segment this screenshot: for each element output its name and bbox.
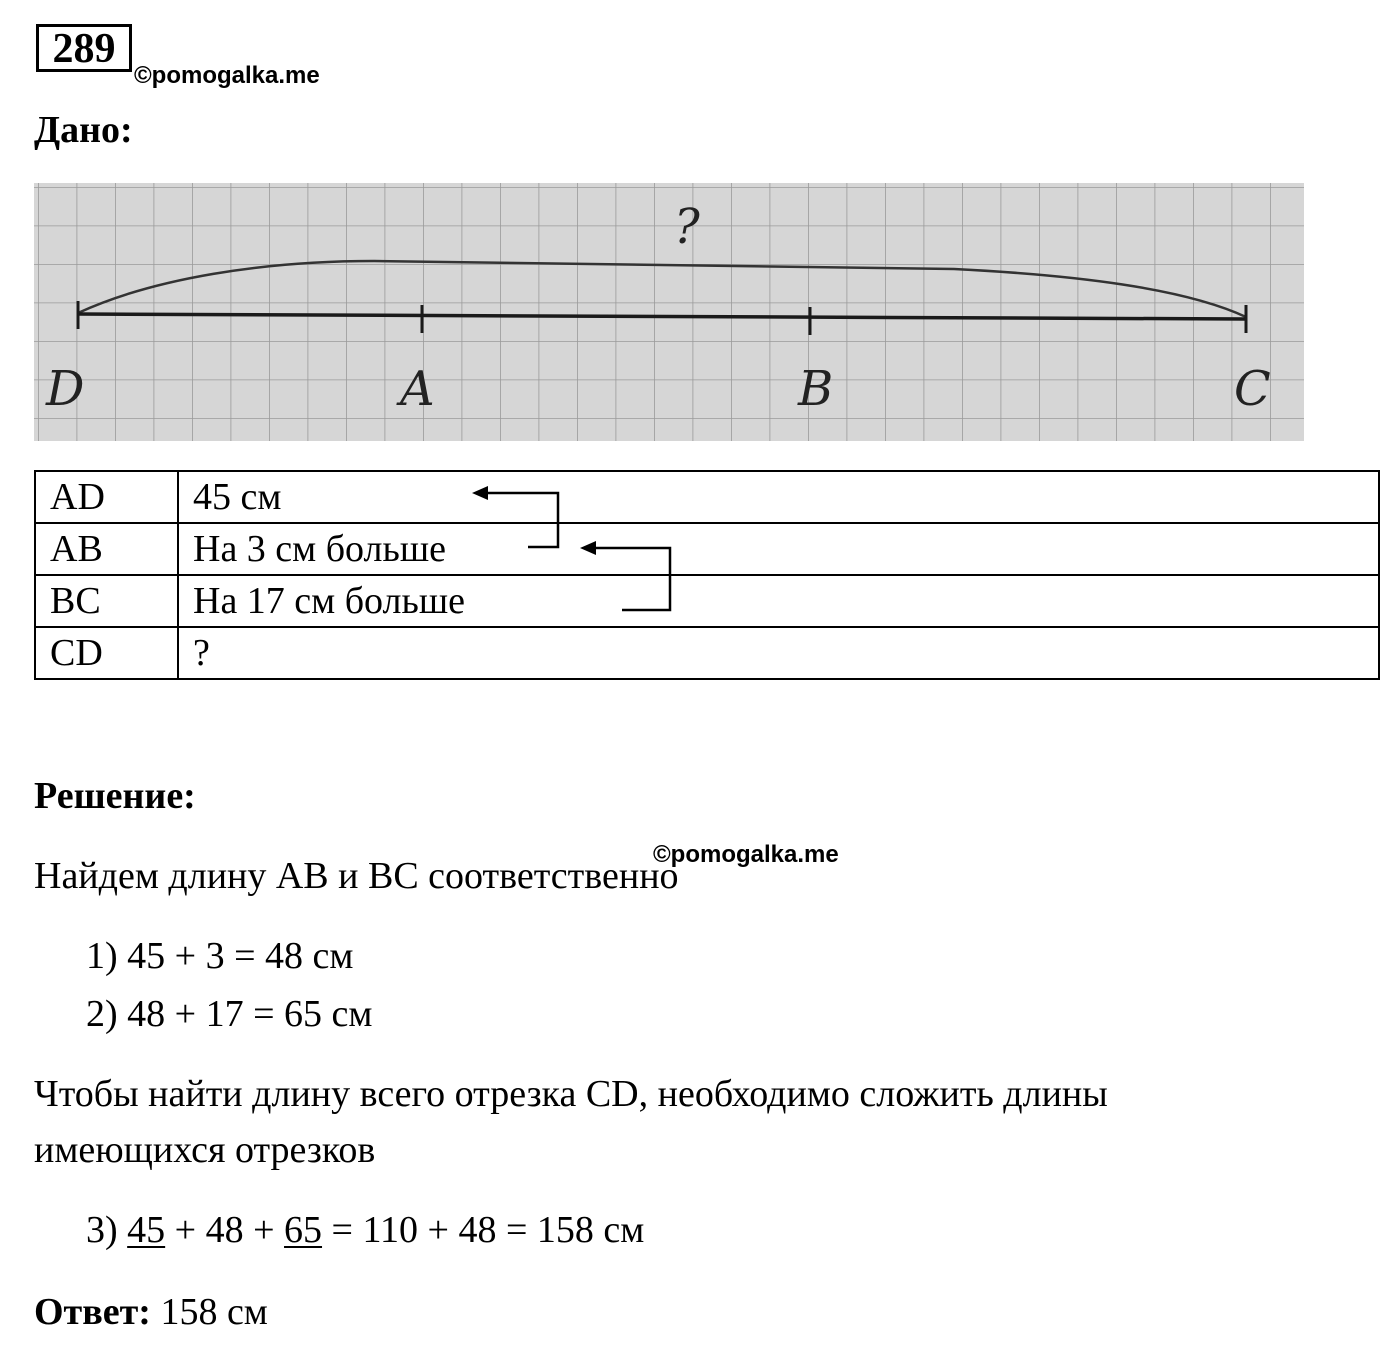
point-label-d: D (46, 361, 85, 417)
solution-intro: Найдем длину AB и BC соответственно (34, 855, 679, 897)
row-label: CD (35, 627, 178, 679)
solution-heading: Решение: (34, 775, 196, 817)
answer-value: 158 см (150, 1291, 268, 1333)
solution-explain-line-2: имеющихся отрезков (34, 1129, 376, 1171)
answer (34, 1290, 268, 1334)
answer-label: Ответ: (34, 1291, 151, 1333)
row-value: На 17 см больше (178, 575, 1379, 627)
step-3-result: = 110 + 48 = 158 см (322, 1209, 645, 1251)
row-value: На 3 см больше (178, 523, 1379, 575)
solution-step-1: 1) 45 + 3 = 48 см (86, 935, 354, 977)
point-label-a: A (400, 361, 435, 417)
table-row (35, 627, 1379, 679)
point-label-c: C (1234, 361, 1271, 417)
point-label-b: B (798, 361, 834, 417)
solution-step-3 (86, 1208, 644, 1252)
row-value: ? (178, 627, 1379, 679)
step-3-underlined-term: 65 (284, 1209, 323, 1251)
watermark: ©pomogalka.me (134, 62, 320, 89)
row-label: AD (35, 471, 178, 523)
step-3-middle: + 48 + (165, 1209, 285, 1251)
step-3-underlined-term: 45 (127, 1209, 166, 1251)
table-row (35, 471, 1379, 523)
segment-sketch (34, 183, 1304, 441)
row-label: BC (35, 575, 178, 627)
given-heading: Дано: (34, 109, 133, 151)
row-label: AB (35, 523, 178, 575)
row-value: 45 см (178, 471, 1379, 523)
sketch-question-mark: ? (674, 199, 700, 255)
solution-explain-line-1: Чтобы найти длину всего отрезка CD, необходимо сложить длины (34, 1073, 1108, 1115)
paper-grid (34, 183, 1304, 441)
given-table (34, 470, 1380, 680)
watermark: ©pomogalka.me (653, 841, 839, 868)
step-3-prefix: 3) (86, 1209, 128, 1251)
solution-step-2: 2) 48 + 17 = 65 см (86, 993, 373, 1035)
table-row (35, 575, 1379, 627)
table-row (35, 523, 1379, 575)
task-number: 289 (36, 24, 132, 72)
